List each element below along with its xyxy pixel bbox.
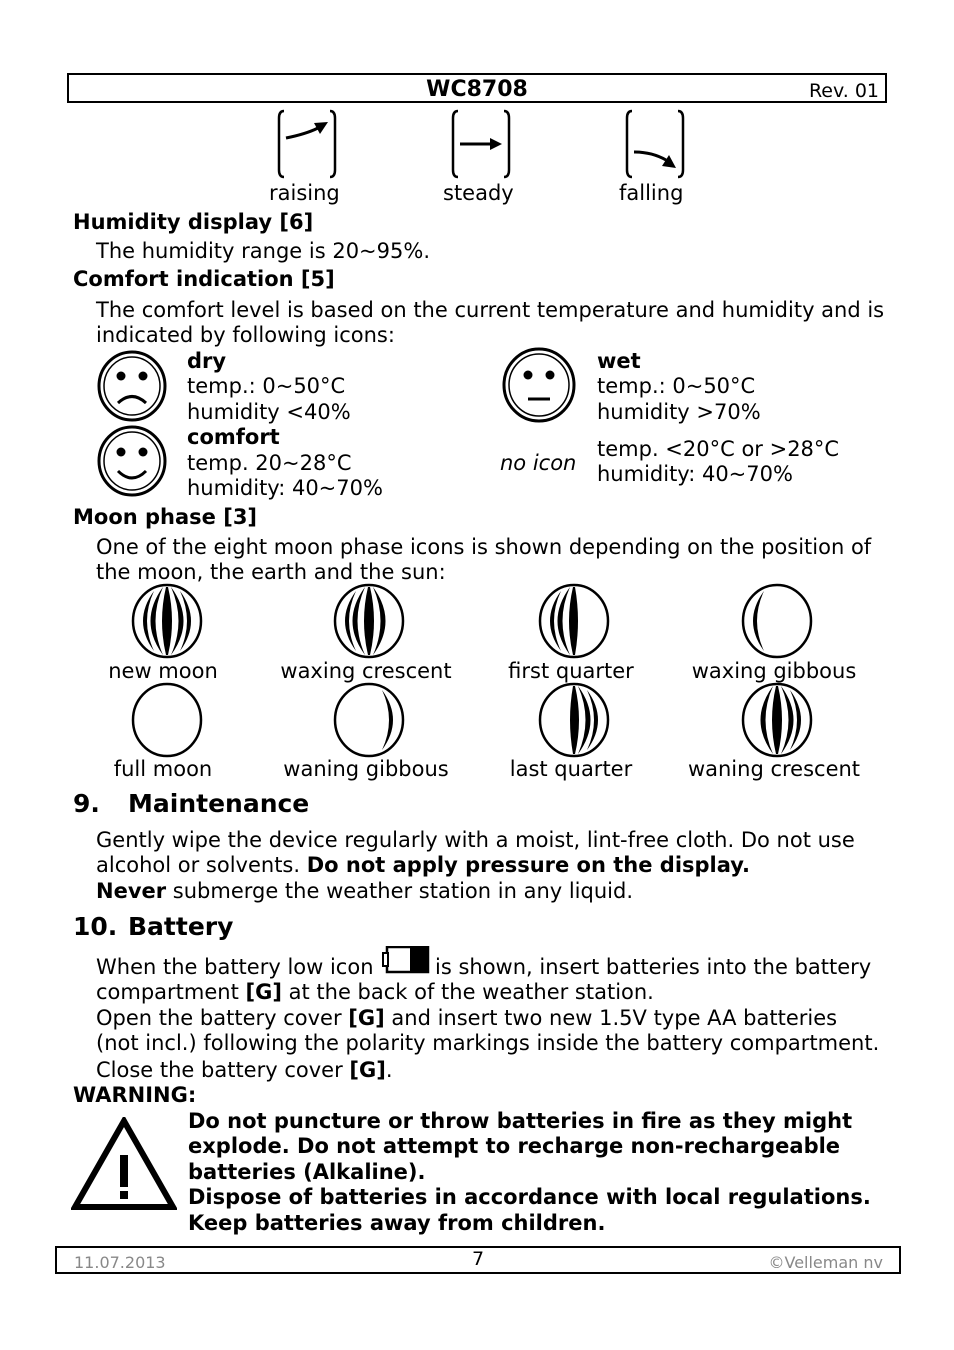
maintenance-title: Maintenance: [128, 789, 310, 818]
warning-triangle-icon: [71, 1117, 177, 1211]
waxing-crescent-icon: [332, 583, 406, 659]
moon-label-waxing-crescent: waxing crescent: [280, 659, 452, 683]
comfort-title: comfort: [187, 425, 280, 449]
comfort-heading: Comfort indication [5]: [73, 267, 335, 291]
battery-line1b: is shown, insert batteries into the battery: [435, 955, 872, 979]
wet-line2: humidity >70%: [597, 400, 761, 424]
new-moon-icon: [130, 583, 204, 659]
waning-crescent-icon: [740, 682, 814, 758]
dry-face-icon: [96, 350, 168, 422]
moon-label-waxing-gibbous: waxing gibbous: [691, 659, 857, 683]
noicon-line1: temp. <20°C or >28°C: [597, 437, 840, 461]
battery-line1a: When the battery low icon: [96, 955, 374, 979]
warning-line5: Keep batteries away from children.: [188, 1211, 606, 1235]
battery-line5: [96, 1058, 393, 1083]
wet-title: wet: [597, 349, 641, 373]
falling-trend-icon: [624, 108, 686, 180]
maintenance-line3-text: submerge the weather station in any liquid.: [166, 879, 634, 903]
steady-trend-icon: [450, 108, 512, 180]
battery-line4: (not incl.) following the polarity markings inside the battery compartment.: [96, 1031, 880, 1055]
wet-face-icon: [501, 347, 577, 423]
battery-line3-c: and insert two new 1.5V type AA batteries: [384, 1006, 838, 1030]
battery-line2-a: compartment: [96, 980, 246, 1004]
revision-label: Rev. 01: [808, 80, 879, 102]
dry-line2: humidity <40%: [187, 400, 351, 424]
full-moon-icon: [130, 682, 204, 758]
battery-line5-a: Close the battery cover: [96, 1058, 350, 1082]
comfort-line1: temp. 20~28°C: [187, 451, 352, 475]
dry-line1: temp.: 0~50°C: [187, 374, 346, 398]
footer-date: 11.07.2013: [74, 1253, 166, 1272]
page-footer: [55, 1246, 901, 1274]
battery-line5-c: .: [385, 1058, 393, 1082]
moon-label-new: new moon: [108, 659, 218, 683]
raising-label: raising: [269, 181, 340, 205]
moon-label-first-quarter: first quarter: [508, 659, 634, 683]
battery-line2: [96, 980, 654, 1005]
page-number: 7: [471, 1248, 485, 1270]
battery-line3: [96, 1006, 837, 1031]
falling-label: falling: [619, 181, 684, 205]
humidity-text: The humidity range is 20~95%.: [96, 239, 431, 263]
moon-intro-line2: the moon, the earth and the sun:: [96, 560, 446, 584]
comfort-intro-line1: The comfort level is based on the current temperature and humidity and is: [96, 298, 885, 322]
maintenance-line3-bold: Never: [96, 879, 167, 903]
battery-line2-c: at the back of the weather station.: [281, 980, 654, 1004]
first-quarter-icon: [537, 583, 611, 659]
battery-low-icon: [382, 946, 430, 974]
moon-label-waning-gibbous: waning gibbous: [283, 757, 449, 781]
steady-label: steady: [443, 181, 514, 205]
footer-copyright: ©Velleman nv: [768, 1253, 883, 1272]
battery-line3-ref: [G]: [348, 1006, 385, 1030]
maintenance-line2: [96, 853, 750, 878]
battery-title: Battery: [128, 912, 234, 941]
moon-heading: Moon phase [3]: [73, 505, 258, 529]
moon-label-waning-crescent: waning crescent: [687, 757, 861, 781]
moon-label-full: full moon: [113, 757, 213, 781]
battery-line2-ref: [G]: [245, 980, 282, 1004]
waxing-gibbous-icon: [740, 583, 814, 659]
document-title: WC8708: [426, 77, 528, 102]
humidity-heading: Humidity display [6]: [73, 210, 314, 234]
warning-line1: Do not puncture or throw batteries in fire as they might: [188, 1109, 853, 1133]
dry-title: dry: [187, 349, 227, 373]
moon-intro-line1: One of the eight moon phase icons is shown depending on the position of: [96, 535, 872, 559]
waning-gibbous-icon: [332, 682, 406, 758]
maintenance-line1: Gently wipe the device regularly with a moist, lint-free cloth. Do not use: [96, 828, 855, 852]
noicon-line2: humidity: 40~70%: [597, 462, 793, 486]
maintenance-line2-bold: Do not apply pressure on the display.: [306, 853, 751, 877]
warning-line3: batteries (Alkaline).: [188, 1160, 426, 1184]
comfort-intro-line2: indicated by following icons:: [96, 323, 395, 347]
battery-number: 10.: [73, 912, 118, 941]
battery-line3-a: Open the battery cover: [96, 1006, 349, 1030]
comfort-face-icon: [96, 425, 168, 497]
maintenance-line2-text: alcohol or solvents.: [96, 853, 307, 877]
battery-line5-ref: [G]: [349, 1058, 386, 1082]
last-quarter-icon: [537, 682, 611, 758]
no-icon-label: no icon: [500, 451, 577, 475]
warning-line2: explode. Do not attempt to recharge non-rechargeable: [188, 1134, 841, 1158]
wet-line1: temp.: 0~50°C: [597, 374, 756, 398]
maintenance-number: 9.: [73, 789, 100, 818]
moon-label-last-quarter: last quarter: [509, 757, 633, 781]
comfort-line2: humidity: 40~70%: [187, 476, 383, 500]
maintenance-line3: [96, 879, 633, 904]
warning-heading: WARNING:: [73, 1083, 197, 1107]
raising-trend-icon: [276, 108, 338, 180]
page-header: [67, 73, 887, 103]
warning-line4: Dispose of batteries in accordance with local regulations.: [188, 1185, 871, 1209]
